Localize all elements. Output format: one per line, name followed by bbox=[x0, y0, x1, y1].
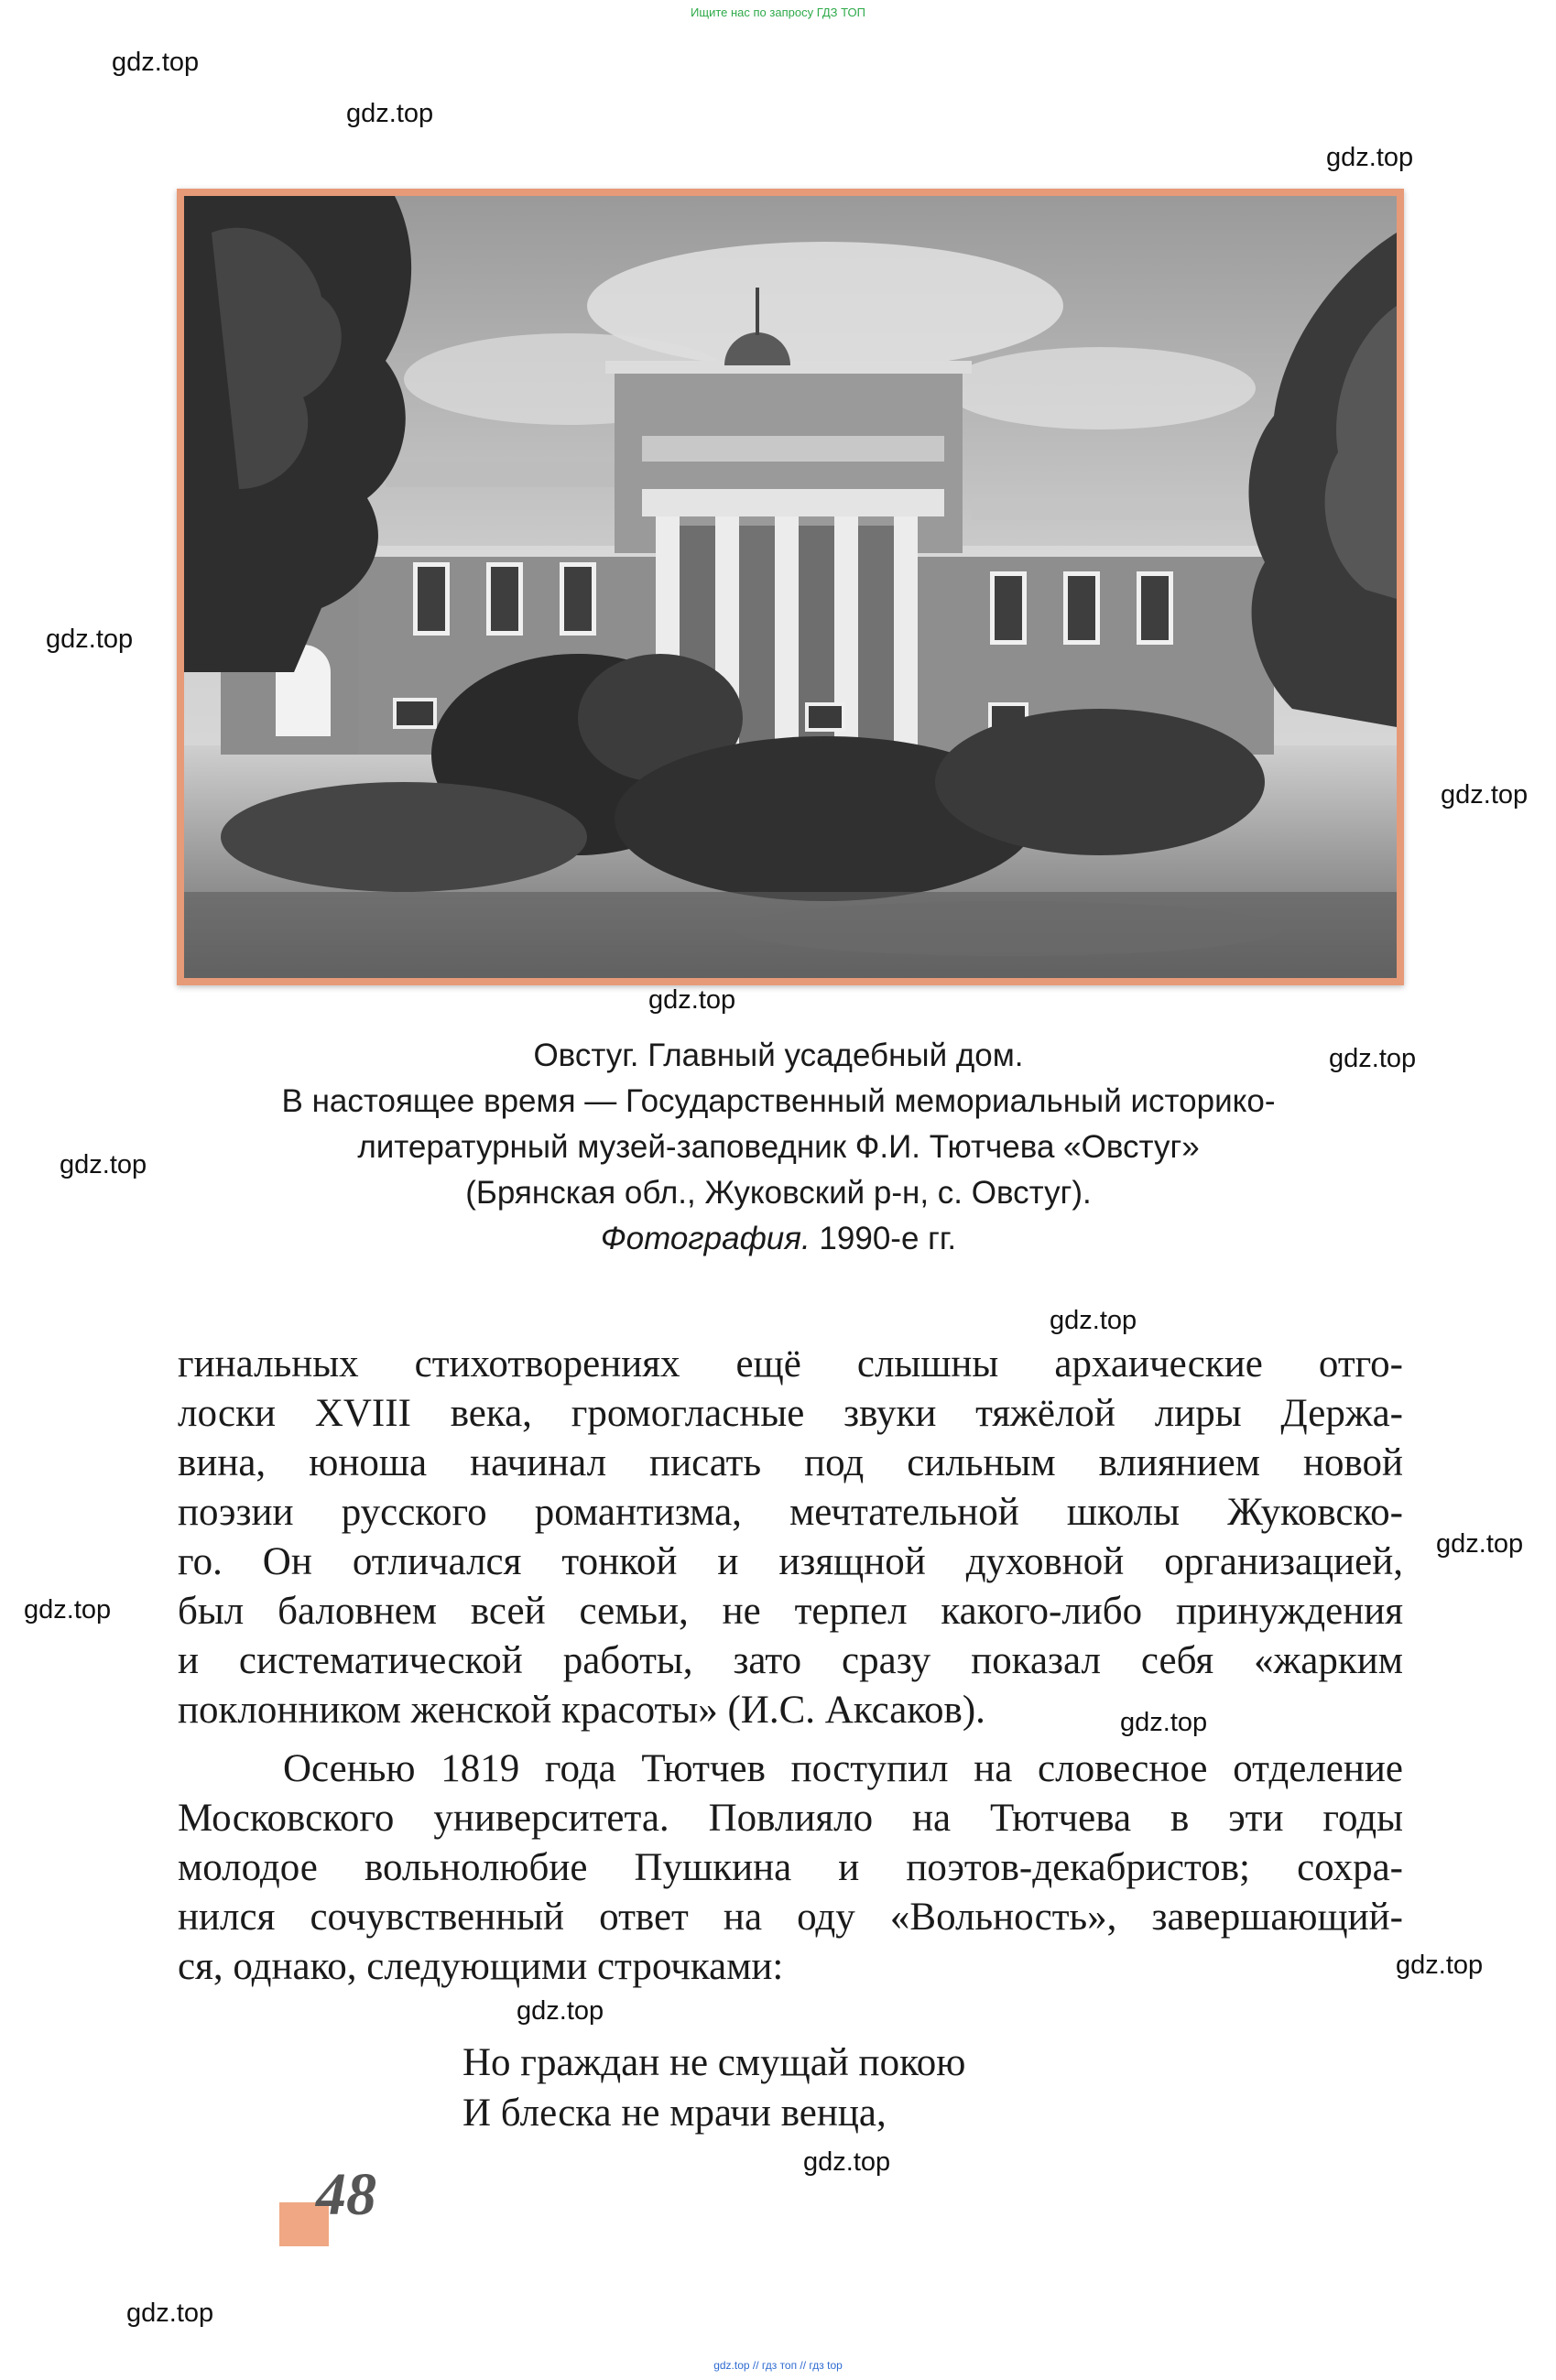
watermark: gdz.top bbox=[1329, 1044, 1417, 1073]
text-line: гинальных стихотворениях ещё слышны архаические отго- bbox=[178, 1342, 1403, 1386]
page-number: 48 bbox=[316, 2161, 376, 2228]
text-line: Московского университета. Повлияло на Тютчева в эти годы bbox=[178, 1797, 1403, 1840]
watermark: gdz.top bbox=[346, 99, 434, 128]
bottom-banner: gdz.top // гдз топ // гдз top bbox=[713, 2359, 843, 2372]
text-line: ся, однако, следующими строчками: bbox=[178, 1945, 784, 1988]
caption-date: 1990-е гг. bbox=[810, 1221, 957, 1256]
watermark: gdz.top bbox=[46, 625, 134, 654]
photo-caption bbox=[137, 1033, 1420, 1262]
text-line: нился сочувственный ответ на оду «Вольность», завершающий- bbox=[178, 1896, 1403, 1939]
watermark: gdz.top bbox=[1326, 143, 1414, 172]
text-line: Осенью 1819 года Тютчев поступил на словесное отделение bbox=[283, 1747, 1403, 1790]
watermark: gdz.top bbox=[24, 1595, 112, 1625]
text-line: вина, юноша начинал писать под сильным влиянием новой bbox=[178, 1441, 1403, 1484]
text-line: поклонником женской красоты» (И.С. Аксаков). bbox=[178, 1689, 985, 1732]
text-line: молодое вольнолюбие Пушкина и поэтов-декабристов; сохра- bbox=[178, 1846, 1403, 1889]
watermark: gdz.top bbox=[517, 1996, 604, 2026]
watermark: gdz.top bbox=[803, 2147, 891, 2177]
caption-photo-label: Фотография. bbox=[600, 1221, 811, 1256]
manor-house-image bbox=[184, 196, 1397, 978]
poem-line: И блеска не мрачи венца, bbox=[462, 2092, 887, 2135]
top-banner: Ищите нас по запросу ГДЗ ТОП bbox=[691, 5, 865, 19]
caption-line bbox=[137, 1216, 1420, 1262]
watermark: gdz.top bbox=[126, 2298, 214, 2328]
text-line: поэзии русского романтизма, мечтательной школы Жуковско- bbox=[178, 1491, 1403, 1534]
manor-house-photo bbox=[177, 189, 1404, 985]
poem-quote bbox=[462, 2038, 965, 2138]
watermark: gdz.top bbox=[1441, 780, 1529, 810]
caption-line: В настоящее время — Государственный мемориальный историко- bbox=[281, 1083, 1276, 1119]
watermark: gdz.top bbox=[1120, 1708, 1208, 1737]
watermark: gdz.top bbox=[1436, 1529, 1524, 1559]
text-line: лоски XVIII века, громогласные звуки тяжёлой лиры Держа- bbox=[178, 1392, 1403, 1435]
paragraph-2 bbox=[178, 1744, 1403, 1992]
text-line: был баловнем всей семьи, не терпел какого-либо принуждения bbox=[178, 1590, 1403, 1633]
poem-line: Но граждан не смущай покою bbox=[462, 2041, 966, 2084]
paragraph-1 bbox=[178, 1340, 1403, 1735]
watermark: gdz.top bbox=[648, 985, 736, 1015]
caption-line: (Брянская обл., Жуковский р-н, с. Овстуг). bbox=[465, 1175, 1092, 1211]
watermark: gdz.top bbox=[1050, 1306, 1137, 1335]
text-line: и систематической работы, зато сразу показал себя «жарким bbox=[178, 1639, 1403, 1682]
caption-line: литературный музей-заповедник Ф.И. Тютчева «Овстуг» bbox=[357, 1129, 1200, 1165]
text-line: го. Он отличался тонкой и изящной духовной организацией, bbox=[178, 1540, 1403, 1583]
watermark: gdz.top bbox=[60, 1150, 147, 1179]
watermark: gdz.top bbox=[112, 48, 200, 77]
caption-line: Овстуг. Главный усадебный дом. bbox=[533, 1038, 1024, 1073]
watermark: gdz.top bbox=[1396, 1951, 1484, 1980]
